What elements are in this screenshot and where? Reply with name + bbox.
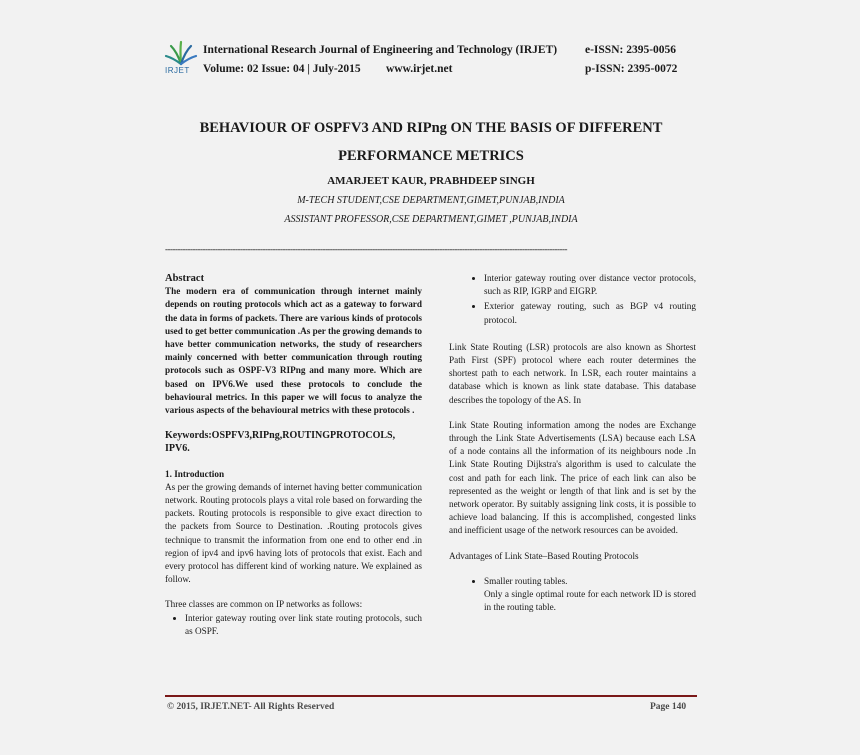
list-item: • Exterior gateway routing, such as BGP v4 routing protocol. [484,300,696,326]
affiliation-1: M-TECH STUDENT,CSE DEPARTMENT,GIMET,PUNJAB,INDIA [297,195,565,206]
list-item: • Interior gateway routing over link state routing protocols, such as OSPF. [185,612,422,638]
right-column [449,272,696,616]
advantage-detail: Only a single optimal route for each network ID is stored in the routing table. [484,589,696,613]
advantages-list [449,575,696,615]
protocol-class-list [165,612,422,638]
advantages-heading: Advantages of Link State–Based Routing Protocols [449,550,639,561]
abstract-text: The modern era of communication through internet mainly depends on routing protocols which act as a gateway to forward the data in forms of packets. There are various kinds of protocols used to get better communication .As per the growing demands to have better communication networks, the study of researchers mainly concerned with better communication through routing protocols such as OSPF-V3 RIPng and many more. Which are based on IPV6.We used these protocols to conclude the behavioural metrics. In this paper we will focus to analyze the various aspects of the behavioural metrics with these protocols . [165,286,422,416]
protocol-class-list-cont [449,272,696,327]
lsr-paragraph: Link State Routing (LSR) protocols are also known as Shortest Path First (SPF) protocol where each router determines the shortest path to each network. In LSR, each router maintains a database which is known as link state database. This database describes the topology of the AS. In [449,341,696,405]
list-item [484,575,696,615]
separator-line: ----------------------------------------------------------------------------------------------------------------------------------------------------------------- [165,244,568,254]
pissn: p-ISSN: 2395-0072 [585,63,678,75]
keywords: Keywords:OSPFV3,RIPng,ROUTINGPROTOCOLS, IPV6. [165,430,396,455]
affiliation-2: ASSISTANT PROFESSOR,CSE DEPARTMENT,GIMET ,PUNJAB,INDIA [284,214,578,225]
journal-name: International Research Journal of Engineering and Technology (IRJET) [203,44,558,56]
footer-rule [165,695,697,697]
classes-text: Three classes are common on IP networks as follows: [165,599,363,610]
journal-website: www.irjet.net [386,63,453,75]
lsr-info-paragraph: Link State Routing information among the nodes are Exchange through the Link State Advertisements (LSA) because each LSA of a node contains all the information of its neighbours node .In Link State Routing Dijkstra's algorithm is used to calculate the cost and path for each link. The price of each link can also be represented as the weight or length of that link and is set by the network operator. By suitably assigning link costs, it is possible to achieve load balancing. If this is accomplished, congested links and inefficient usage of the network resources can be avoided. [449,419,696,536]
volume-info: Volume: 02 Issue: 04 | July-2015 [203,63,361,75]
intro-heading: 1. Introduction [165,468,225,479]
copyright: © 2015, IRJET.NET- All Rights Reserved [167,702,335,712]
list-item: • Interior gateway routing over distance vector protocols, such as RIP, IGRP and EIGRP. [484,272,696,298]
paper-authors: AMARJEET KAUR, PRABHDEEP SINGH [327,175,535,187]
left-column [165,272,422,640]
intro-text: As per the growing demands of internet having better communication network. Routing protocols plays a vital role based on forwarding the packets. Routing protocols is responsible to give exact direction to the packets from Source to Destination. .Routing protocols gives technique to transmit the information from one end to other end .in region of ipv4 and ipv6 having lots of protocols that exist. Each and every protocol has different kind of working nature. We explained as follow. [165,481,422,585]
abstract-heading: Abstract [165,273,205,284]
logo-text: IRJET [165,66,190,75]
advantage-title: Smaller routing tables. [484,575,568,586]
page-number: Page 140 [650,702,687,712]
eissn: e-ISSN: 2395-0056 [585,44,677,56]
paper-title-line2: PERFORMANCE METRICS [338,148,524,164]
paper-title-line1: BEHAVIOUR OF OSPFV3 AND RIPng ON THE BASIS OF DIFFERENT [199,120,663,136]
